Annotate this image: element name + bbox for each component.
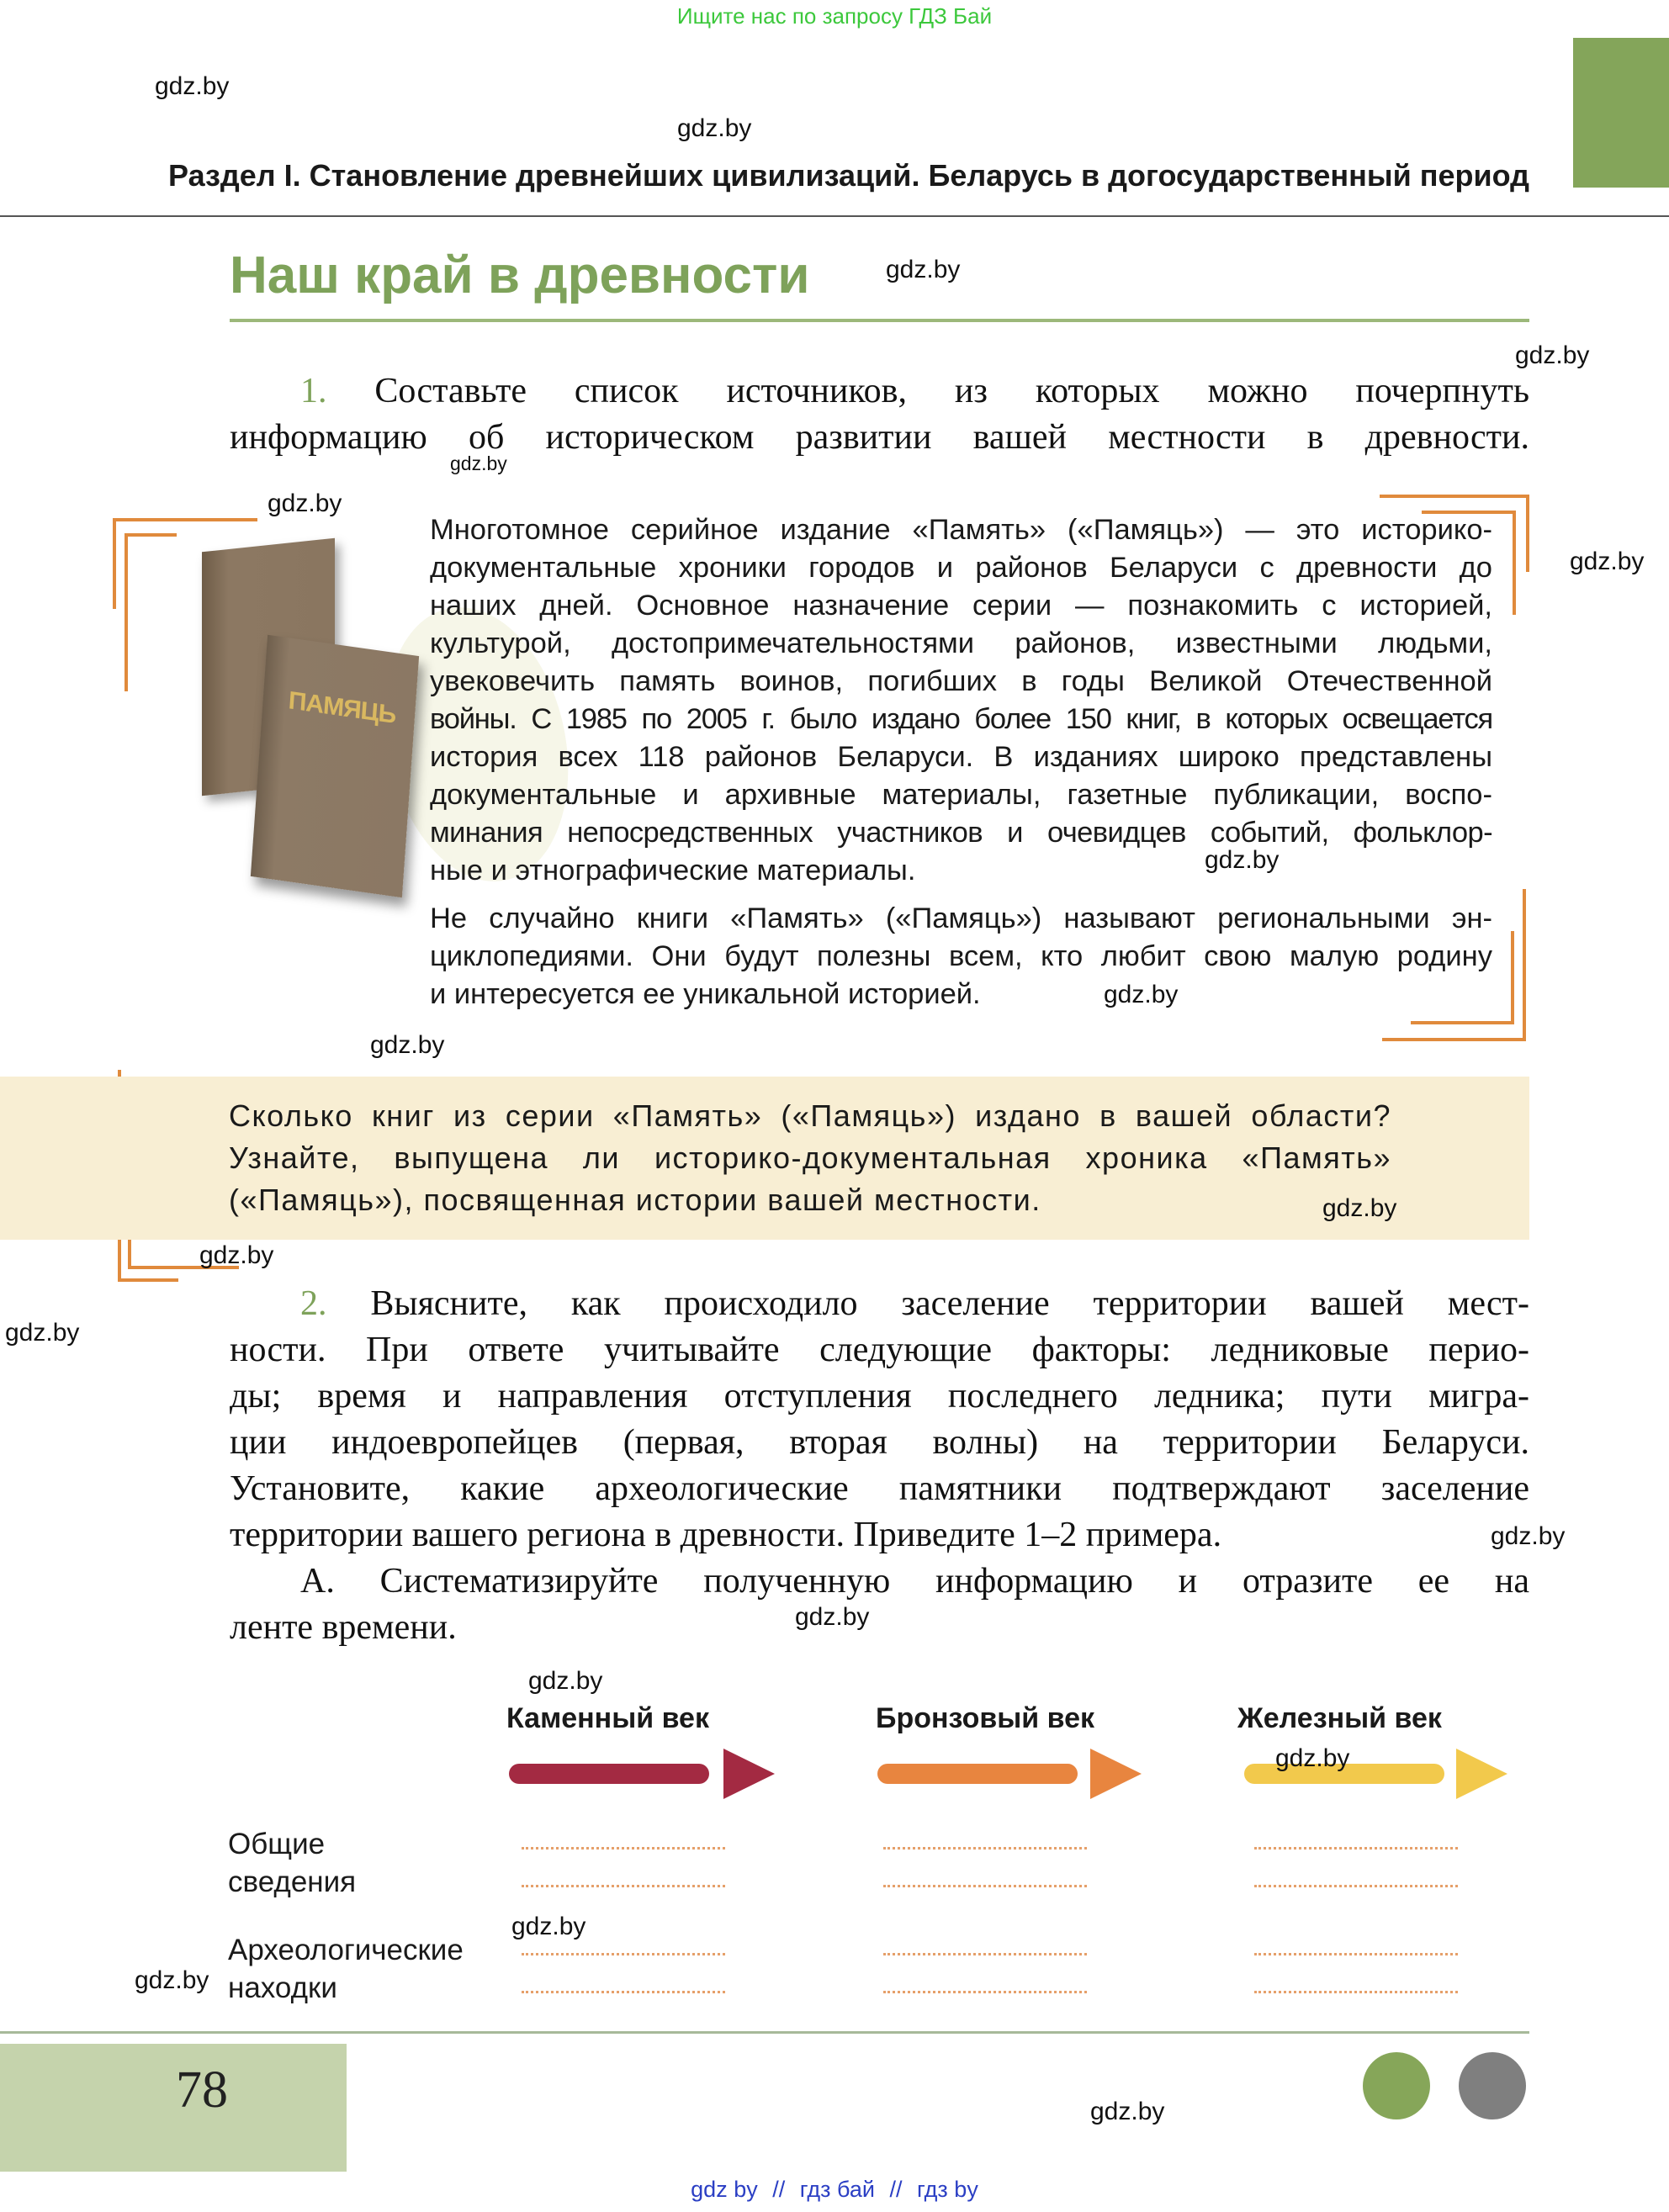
footer-separator: // <box>889 2177 903 2202</box>
book-cover-title: ПАМЯЦЬ <box>287 686 397 729</box>
task-1-line: информацию об историческом развитии вашей местности в древности. <box>230 418 1529 457</box>
watermark: gdz.by <box>370 1031 445 1059</box>
watermark: gdz.by <box>528 1667 603 1695</box>
bracket-line <box>113 518 257 521</box>
row-label-line: Общие <box>228 1828 326 1860</box>
text-line: Сколько книг из серии «Память» («Памяць») издано в вашей области? <box>229 1098 1391 1133</box>
fill-in-line[interactable] <box>1254 1885 1458 1887</box>
task-1 <box>230 368 1529 461</box>
watermark: gdz.by <box>5 1319 80 1347</box>
watermark: gdz.by <box>795 1603 870 1631</box>
watermark: gdz.by <box>155 72 230 100</box>
book-image <box>185 535 404 871</box>
task-2-line: 2. Выясните, как происходило заселение территории вашей мест- <box>300 1284 1530 1323</box>
bracket-line <box>1382 1038 1526 1041</box>
footer-links <box>0 2177 1669 2203</box>
fill-in-line[interactable] <box>522 1953 725 1955</box>
text-line: наших дней. Основное назначение серии — познакомить с историей, <box>430 590 1492 622</box>
fill-in-line[interactable] <box>883 1885 1087 1887</box>
bracket-line <box>118 1278 178 1282</box>
bronze-age-arrow-head <box>1090 1749 1142 1799</box>
title-divider <box>230 319 1529 322</box>
row-label-line: сведения <box>228 1865 357 1898</box>
bracket-line <box>1380 495 1529 498</box>
watermark: gdz.by <box>1322 1194 1397 1222</box>
bracket-line <box>125 533 177 537</box>
question-text <box>229 1095 1391 1221</box>
task-2 <box>230 1281 1529 1651</box>
watermark: gdz.by <box>1090 2098 1165 2125</box>
task-number: 1. <box>300 372 327 410</box>
footer-separator: // <box>772 2177 786 2202</box>
watermark: gdz.by <box>886 256 961 283</box>
watermark: gdz.by <box>511 1913 586 1940</box>
task-1-line: 1. Составьте список источников, из которых можно почерпнуть <box>300 372 1529 410</box>
task-2-line: А. Систематизируйте полученную информацию и отразите ее на <box>300 1562 1529 1601</box>
task-2-line: ции индоевропейцев (первая, вторая волны) на территории Беларуси. <box>230 1423 1529 1462</box>
task-2-line: ленте времени. <box>230 1608 457 1647</box>
watermark: gdz.by <box>1104 981 1179 1008</box>
watermark: gdz.by <box>1275 1744 1350 1772</box>
green-circle-marker <box>1363 2052 1430 2119</box>
footer-divider <box>0 2031 1529 2034</box>
header-divider <box>0 215 1669 217</box>
age-label-stone: Каменный век <box>506 1702 709 1734</box>
fill-in-line[interactable] <box>883 1991 1087 1993</box>
footer-link[interactable]: гдз by <box>917 2177 978 2202</box>
bracket-line <box>113 518 116 609</box>
text-line: войны. С 1985 по 2005 г. было издано более 150 книг, в которых освещается <box>430 703 1492 735</box>
text-line: и интересуется ее уникальной историей. <box>430 978 981 1010</box>
top-search-hint[interactable]: Ищите нас по запросу ГДЗ Бай <box>676 3 993 29</box>
page-title: Наш край в древности <box>230 246 810 304</box>
bracket-line <box>1511 931 1514 1024</box>
text-line: циклопедиями. Они будут полезны всем, кто любит свою малую родину <box>430 940 1492 972</box>
text-line: Узнайте, выпущена ли историко-документальная хроника «Память» <box>229 1140 1391 1175</box>
age-label-iron: Железный век <box>1237 1702 1442 1734</box>
text-line: культурой, достопримечательностями районов, известными людьми, <box>430 627 1492 659</box>
bracket-line <box>1523 889 1526 1041</box>
fill-in-line[interactable] <box>883 1847 1087 1850</box>
page-number: 78 <box>176 2061 228 2119</box>
text-line: история всех 118 районов Беларуси. В изданиях широко представлены <box>430 741 1492 773</box>
fill-in-line[interactable] <box>1254 1991 1458 1993</box>
bracket-line <box>1411 1021 1514 1024</box>
book-front <box>251 635 419 897</box>
task-2-line: ности. При ответе учитывайте следующие факторы: ледниковые перио- <box>230 1331 1529 1369</box>
watermark: gdz.by <box>1491 1522 1566 1550</box>
age-label-bronze: Бронзовый век <box>876 1702 1094 1734</box>
fill-in-line[interactable] <box>522 1847 725 1850</box>
text-line: документальные и архивные материалы, газетные публикации, воспо- <box>430 779 1492 811</box>
watermark: gdz.by <box>1205 846 1280 874</box>
text-line: ные и этнографические материалы. <box>430 855 916 886</box>
watermark: gdz.by <box>677 114 752 142</box>
watermark: gdz.by <box>268 489 342 517</box>
fill-in-line[interactable] <box>522 1885 725 1887</box>
row-label-archaeology <box>228 1931 464 2007</box>
footer-link[interactable]: gdz by <box>691 2177 758 2202</box>
task-2-line: ды; время и направления отступления последнего ледника; пути мигра- <box>230 1377 1529 1416</box>
watermark: gdz.by <box>1515 341 1590 369</box>
bracket-line <box>125 533 128 691</box>
text-line: («Памяць»), посвященная истории вашей местности. <box>229 1183 1041 1217</box>
watermark: gdz.by <box>450 452 507 474</box>
section-color-tab <box>1573 38 1669 188</box>
fill-in-line[interactable] <box>1254 1847 1458 1850</box>
bronze-age-arrow-bar <box>877 1764 1078 1784</box>
row-label-general <box>228 1825 356 1901</box>
watermark: gdz.by <box>1570 548 1645 575</box>
text-line: Многотомное серийное издание «Память» («Памяць») — это историко- <box>430 514 1492 546</box>
iron-age-arrow-head <box>1456 1749 1507 1799</box>
text-line: минания непосредственных участников и очевидцев событий, фольклор- <box>430 817 1492 849</box>
bracket-line <box>1513 511 1516 615</box>
watermark: gdz.by <box>135 1966 209 1994</box>
fill-in-line[interactable] <box>883 1953 1087 1955</box>
bracket-line <box>1526 495 1529 572</box>
stone-age-arrow-head <box>723 1749 775 1799</box>
task-number: 2. <box>300 1284 327 1323</box>
stone-age-arrow-bar <box>509 1764 709 1784</box>
row-label-line: находки <box>228 1971 337 2004</box>
info-paragraph-2 <box>430 900 1492 1013</box>
fill-in-line[interactable] <box>522 1991 725 1993</box>
task-2-line: территории вашего региона в древности. Приведите 1–2 примера. <box>230 1516 1222 1554</box>
text-line: документальные хроники городов и районов Беларуси с древности до <box>430 552 1492 584</box>
info-paragraph-1 <box>430 511 1492 890</box>
task-2-line: Установите, какие археологические памятники подтверждают заселение <box>230 1469 1529 1508</box>
text-line: увековечить память воинов, погибших в годы Великой Отечественной <box>430 665 1492 697</box>
row-label-line: Археологические <box>228 1934 464 1966</box>
watermark: gdz.by <box>199 1241 274 1269</box>
gray-circle-marker <box>1459 2052 1526 2119</box>
fill-in-line[interactable] <box>1254 1953 1458 1955</box>
text-line: Не случайно книги «Память» («Памяць») называют региональными эн- <box>430 902 1492 934</box>
footer-link[interactable]: гдз бай <box>799 2177 875 2202</box>
section-header: Раздел I. Становление древнейших цивилизаций. Беларусь в догосударственный период <box>168 158 1529 193</box>
